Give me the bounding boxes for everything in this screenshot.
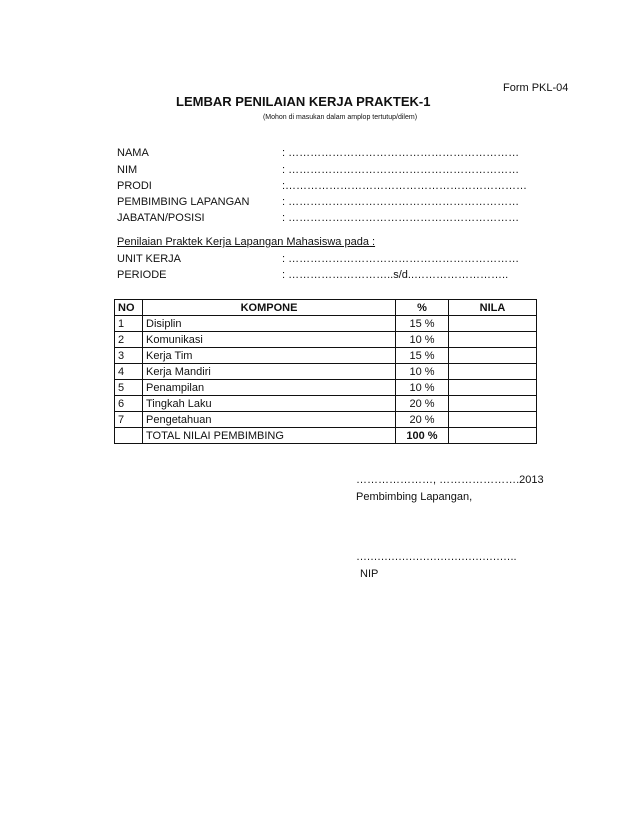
table-row <box>115 364 537 380</box>
row-nilai-cell[interactable] <box>449 348 537 364</box>
total-nilai-cell[interactable] <box>449 428 537 444</box>
table-row <box>115 380 537 396</box>
row-persen: 10 % <box>396 364 449 380</box>
grade-table <box>114 299 537 444</box>
row-komponen: Disiplin <box>143 316 396 332</box>
row-no: 4 <box>115 364 143 380</box>
row-komponen: Tingkah Laku <box>143 396 396 412</box>
field-value-jabatan[interactable]: : ……………………………………………………… <box>282 212 520 224</box>
form-code: Form PKL-04 <box>503 82 569 94</box>
header-komponen: KOMPONE <box>143 300 396 316</box>
field-label-nim: NIM <box>117 164 138 176</box>
field-value-unit-kerja[interactable]: : ……………………………………………………… <box>282 253 520 265</box>
row-no: 1 <box>115 316 143 332</box>
field-value-prodi[interactable]: :………………………………………………………… <box>282 180 528 192</box>
field-value-nim[interactable]: : ……………………………………………………… <box>282 164 520 176</box>
row-nilai-cell[interactable] <box>449 412 537 428</box>
row-nilai-cell[interactable] <box>449 332 537 348</box>
field-label-pembimbing: PEMBIMBING LAPANGAN <box>117 196 250 208</box>
signature-line[interactable]: ………………………………………. <box>356 551 517 563</box>
row-nilai-cell[interactable] <box>449 380 537 396</box>
table-total-row <box>115 428 537 444</box>
row-nilai-cell[interactable] <box>449 364 537 380</box>
table-row <box>115 348 537 364</box>
row-komponen: Pengetahuan <box>143 412 396 428</box>
row-nilai-cell[interactable] <box>449 316 537 332</box>
signature-nip: NIP <box>360 568 379 580</box>
table-row <box>115 332 537 348</box>
envelope-note: (Mohon di masukan dalam amplop tertutup/dilem) <box>262 114 418 121</box>
table-row <box>115 396 537 412</box>
row-no: 5 <box>115 380 143 396</box>
row-no: 6 <box>115 396 143 412</box>
row-no: 3 <box>115 348 143 364</box>
row-komponen: Kerja Tim <box>143 348 396 364</box>
table-row <box>115 316 537 332</box>
field-value-nama[interactable]: : ……………………………………………………… <box>282 147 520 159</box>
row-persen: 20 % <box>396 396 449 412</box>
row-no: 2 <box>115 332 143 348</box>
table-row <box>115 412 537 428</box>
row-komponen: Penampilan <box>143 380 396 396</box>
total-no <box>115 428 143 444</box>
page-title: LEMBAR PENILAIAN KERJA PRAKTEK-1 <box>176 94 431 109</box>
row-persen: 15 % <box>396 316 449 332</box>
row-persen: 10 % <box>396 332 449 348</box>
field-label-jabatan: JABATAN/POSISI <box>117 212 205 224</box>
total-persen: 100 % <box>396 428 449 444</box>
row-no: 7 <box>115 412 143 428</box>
field-label-nama: NAMA <box>117 147 149 159</box>
row-komponen: Komunikasi <box>143 332 396 348</box>
header-no: NO <box>115 300 143 316</box>
field-value-pembimbing[interactable]: : ……………………………………………………… <box>282 196 520 208</box>
header-nilai: NILA <box>449 300 537 316</box>
header-persen: % <box>396 300 449 316</box>
field-label-periode: PERIODE <box>117 269 167 281</box>
row-persen: 10 % <box>396 380 449 396</box>
section-title: Penilaian Praktek Kerja Lapangan Mahasiswa pada : <box>117 236 376 248</box>
signature-role: Pembimbing Lapangan, <box>356 491 473 503</box>
row-persen: 20 % <box>396 412 449 428</box>
total-label: TOTAL NILAI PEMBIMBING <box>143 428 396 444</box>
row-komponen: Kerja Mandiri <box>143 364 396 380</box>
signature-date-line[interactable]: …………………, ………………….2013 <box>356 474 544 486</box>
table-header-row <box>115 300 537 316</box>
row-nilai-cell[interactable] <box>449 396 537 412</box>
field-value-periode[interactable]: : ………………………..s/d..…………………….. <box>282 269 509 281</box>
field-label-unit-kerja: UNIT KERJA <box>117 253 181 265</box>
field-label-prodi: PRODI <box>117 180 152 192</box>
row-persen: 15 % <box>396 348 449 364</box>
